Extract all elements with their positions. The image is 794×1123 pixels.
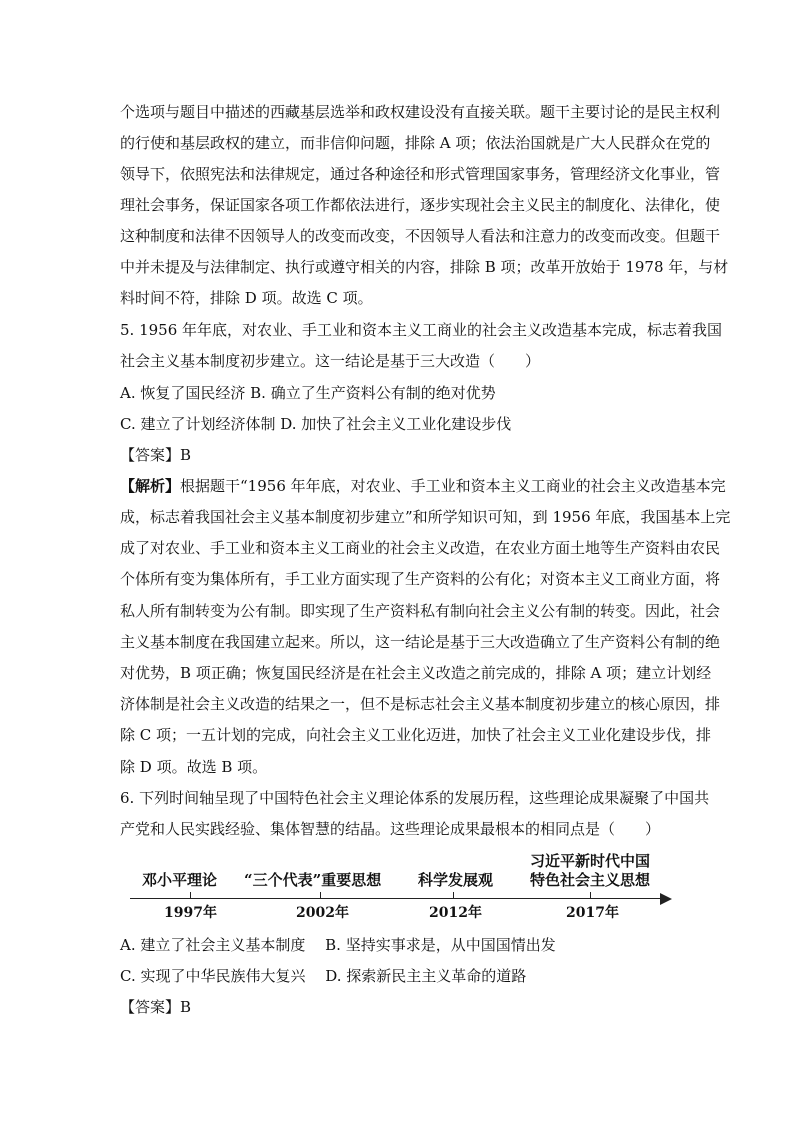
q5-option-line: A. 恢复了国民经济 B. 确立了生产资料公有制的绝对优势 (120, 384, 496, 402)
intro-line: 理社会事务，保证国家各项工作都依法进行，逐步实现社会主义民主的制度化、法律化，使 (120, 196, 721, 214)
intro-line: 这种制度和法律不因领导人的改变而改变，不因领导人看法和注意力的改变而改变。但题干 (120, 227, 721, 245)
timeline-year: 1997年 (164, 905, 217, 921)
analysis-text: 根据题干“1956 年年底，对农业、手工业和资本主义工商业的社会主义改造基本完 (180, 477, 726, 495)
q5-analysis-line: 个体所有变为集体所有，手工业方面实现了生产资料的公有化；对资本主义工商业方面，将 (120, 570, 721, 588)
q5-analysis-line: 私人所有制转变为公有制。即实现了生产资料私有制向社会主义公有制的转变。因此，社会 (120, 602, 721, 620)
timeline-year: 2017年 (566, 905, 619, 921)
q6-stem-line: 6. 下列时间轴呈现了中国特色社会主义理论体系的发展历程，这些理论成果凝聚了中国共 (120, 789, 710, 807)
q6-answer: 【答案】B (120, 998, 192, 1016)
q5-analysis-line: 成了对农业、手工业和资本主义工商业的社会主义改造，在农业方面土地等生产资料由农民 (120, 539, 721, 557)
q6-stem-line: 产党和人民实践经验、集体智慧的结晶。这些理论成果最根本的相同点是（ ） (120, 820, 661, 838)
theory-timeline (120, 842, 680, 922)
q5-stem-line: 5. 1956 年年底，对农业、手工业和资本主义工商业的社会主义改造基本完成，标志着我国 (120, 321, 723, 339)
intro-line: 料时间不符，排除 D 项。故选 C 项。 (120, 289, 373, 307)
q5-answer: 【答案】B (120, 446, 192, 464)
q5-analysis-line: 主义基本制度在我国建立起来。所以，这一结论是基于三大改造确立了生产资料公有制的绝 (120, 633, 721, 651)
timeline-label: 特色社会主义思想 (530, 871, 651, 889)
q5-analysis-line: 对优势，B 项正确；恢复国民经济是在社会主义改造之前完成的，排除 A 项；建立计划经 (120, 664, 712, 682)
timeline-year: 2002年 (296, 905, 349, 921)
intro-line: 个选项与题目中描述的西藏基层选举和政权建设没有直接关联。题干主要讨论的是民主权利 (120, 103, 721, 121)
timeline-label: 科学发展观 (418, 871, 494, 889)
timeline-tick (190, 892, 191, 899)
timeline-tick (320, 892, 321, 899)
timeline-label: 习近平新时代中国 (530, 852, 651, 870)
q5-analysis-line: 成，标志着我国社会主义基本制度初步建立”和所学知识可知，到 1956 年底，我国基本上完 (120, 508, 731, 526)
q6-option-line: C. 实现了中华民族伟大复兴 D. 探索新民主主义革命的道路 (120, 967, 527, 985)
intro-line: 领导下，依照宪法和法律规定，通过各种途径和形式管理国家事务，管理经济文化事业，管 (120, 165, 721, 183)
analysis-label: 【解析】 (120, 477, 181, 495)
q5-analysis-line: 除 D 项。故选 B 项。 (120, 758, 268, 776)
timeline-label: “三个代表”重要思想 (244, 871, 382, 889)
timeline-arrow-icon (660, 893, 672, 905)
q5-option-line: C. 建立了计划经济体制 D. 加快了社会主义工业化建设步伐 (120, 415, 512, 433)
timeline-label: 邓小平理论 (142, 871, 218, 889)
intro-line: 中并未提及与法律制定、执行或遵守相关的内容，排除 B 项；改革开放始于 1978 年，与材 (120, 258, 729, 276)
q5-analysis-line: 济体制是社会主义改造的结果之一，但不是标志社会主义基本制度初步建立的核心原因，排 (120, 695, 721, 713)
q5-analysis-line: 除 C 项；一五计划的完成，向社会主义工业化迈进，加快了社会主义工业化建设步伐，排 (120, 726, 712, 744)
q5-analysis-first-line (120, 476, 726, 496)
timeline-tick (590, 892, 591, 899)
intro-line: 的行使和基层政权的建立，而非信仰问题，排除 A 项；依法治国就是广大人民群众在党的 (120, 134, 711, 152)
timeline-year: 2012年 (429, 905, 482, 921)
timeline-axis (130, 898, 664, 899)
q5-stem-line: 社会主义基本制度初步建立。这一结论是基于三大改造（ ） (120, 352, 541, 370)
q6-option-line: A. 建立了社会主义基本制度 B. 坚持实事求是，从中国国情出发 (120, 936, 556, 954)
timeline-tick (453, 892, 454, 899)
